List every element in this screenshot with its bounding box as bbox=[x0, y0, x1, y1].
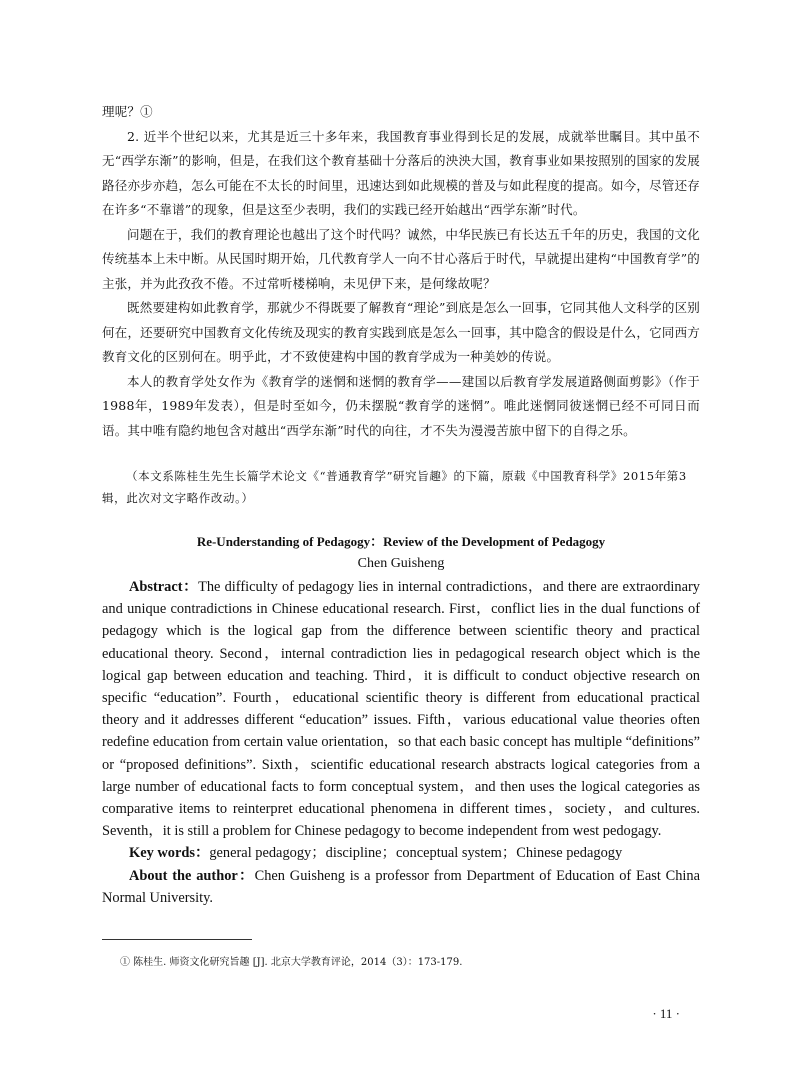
page-number: · 11 · bbox=[652, 1006, 680, 1021]
paragraph-5: 本人的教育学处女作为《教育学的迷惘和迷惘的教育学——建国以后教育学发展道路侧面剪影》（作于1988年，1989年发表），但是时至如今，仍未摆脱“教育学的迷惘”。唯此迷惘同彼迷惘已经不可同日而语。其中唯有隐约地包含对越出“西学东渐”时代的向往，才不失为漫漫苦旅中留下的自得之乐。 bbox=[102, 373, 700, 438]
article-body bbox=[102, 100, 700, 909]
footnote: ① 陈桂生. 师资文化研究旨趣 [J]. 北京大学教育评论，2014（3）：173-179. bbox=[120, 957, 463, 968]
about-author-text: Chen Guisheng is a professor from Department of Education of East China Normal University. bbox=[102, 867, 701, 906]
keywords bbox=[102, 842, 700, 864]
paragraph-continuation: 理呢？① bbox=[102, 104, 153, 119]
english-title: Re-Understanding of Pedagogy：Review of the Development of Pedagogy bbox=[196, 534, 606, 549]
about-author-label: About the author： bbox=[129, 867, 255, 884]
abstract bbox=[102, 576, 700, 842]
footnote-divider bbox=[102, 939, 252, 940]
about-author bbox=[102, 865, 700, 909]
paragraph-4: 既然要建构如此教育学，那就少不得既要了解教育“理论”到底是怎么一回事，它同其他人文科学的区别何在，还要研究中国教育文化传统及现实的教育实践到底是怎么一回事，其中隐含的假设是什么，它同西方教育文化的区别何在。明乎此，才不致使建构中国的教育学成为一种美妙的传说。 bbox=[102, 300, 700, 364]
abstract-label: Abstract： bbox=[129, 579, 199, 595]
source-note: （本文系陈桂生先生长篇学术论文《“普通教育学”研究旨趣》的下篇，原载《中国教育科学》2015年第3辑，此次对文字略作改动。） bbox=[102, 469, 687, 505]
keywords-label: Key words： bbox=[129, 845, 210, 862]
keywords-text: general pedagogy；discipline；conceptual system；Chinese pedagogy bbox=[209, 845, 623, 862]
paragraph-2: 2. 近半个世纪以来，尤其是近三十多年来，我国教育事业得到长足的发展，成就举世瞩目。其中虽不无“西学东渐”的影响，但是，在我们这个教育基础十分落后的泱泱大国，教育事业如果按照别的国家的发展路径亦步亦趋，怎么可能在不太长的时间里，迅速达到如此规模的普及与如此程度的提高。如今，尽管还存在许多“不靠谱”的现象，但是这至少表明，我们的实践已经开始越出“西学东渐”时代。 bbox=[102, 128, 700, 217]
english-author: Chen Guisheng bbox=[357, 556, 445, 571]
abstract-text: The difficulty of pedagogy lies in internal contradictions，and there are extraordinary and unique contradictions in Chinese educational research. First，conflict lies in the dual functions of pedagogy which is the logical gap from the difference between scientific theory and practical educational theory. Second，internal contradiction lies in pedagogical research object which is the logical gap between education and teaching. Third，it is difficult to conduct objective research on specific “education”. Fourth，educational scientific theory is different from educational practical theory and it addresses different “education” issues. Fifth，various educational value theories often redefine education from certain value orientation，so that each basic concept has multiple “definitions” or “proposed definitions”. Sixth，scientific educational research abstracts logical categories from a large number of educational facts to form conceptual system，and then uses the logical categories as comparative items to reinterpret educational phenomena in different times，society，and cultures. Seventh，it is still a problem for Chinese pedagogy to become independent from west pedogagy. bbox=[102, 579, 700, 840]
paragraph-3: 问题在于，我们的教育理论也越出了这个时代吗？诚然，中华民族已有长达五千年的历史，我国的文化传统基本上未中断。从民国时期开始，几代教育学人一向不甘心落后于时代，早就提出建构“中国教育学”的主张，并为此孜孜不倦。不过常听楼梯响，未见伊下来，是何缘故呢？ bbox=[102, 226, 700, 291]
